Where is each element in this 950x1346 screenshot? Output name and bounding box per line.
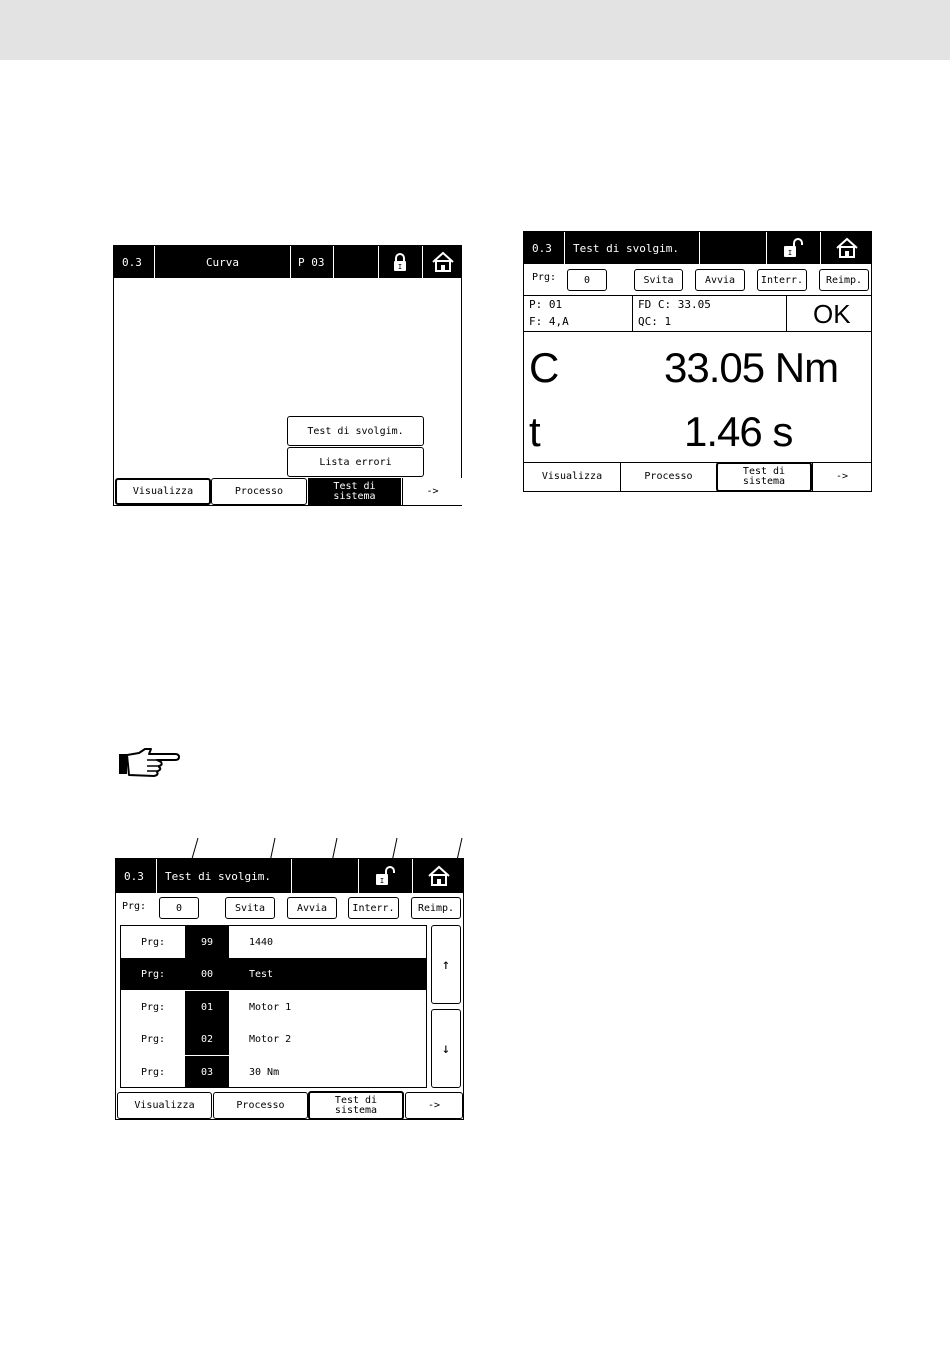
status-ok: OK [813,299,851,329]
row-number: 03 [185,1056,229,1088]
list-item[interactable] [121,991,426,1023]
scroll-up-button[interactable]: ↑ [431,925,461,1004]
row-number: 99 [185,926,229,958]
list-item-selected[interactable] [121,958,426,990]
list-item[interactable] [121,926,426,958]
tab-visualizza[interactable]: Visualizza [115,478,211,505]
scroll-down-button[interactable]: ↓ [431,1009,461,1088]
time-value: 1.46 s [684,408,793,455]
screen-program-list [115,858,464,1120]
row-name: Motor 2 [249,1033,292,1045]
prg-input[interactable]: 0 [159,897,199,919]
version-label: 0.3 [116,859,157,893]
tab-label-line2: sistema [742,476,786,487]
header-bar [116,859,463,893]
final-torque-value: FD C: 33.05 [638,298,711,311]
tab-label-line1: Test di [334,1094,378,1106]
row-label: Prg: [141,1066,166,1078]
menu-item-lista-errori[interactable]: Lista errori [287,447,424,477]
prg-label: Prg: [122,901,147,912]
menu-item-test-di-svolgim[interactable]: Test di svolgim. [287,416,424,446]
row-name: 1440 [249,936,274,948]
lock-open-icon[interactable] [358,859,413,893]
svita-button[interactable]: Svita [225,897,275,919]
interr-button[interactable]: Interr. [757,269,807,291]
reimp-button[interactable]: Reimp. [411,897,461,919]
program-number: P: 01 [529,298,563,311]
tab-visualizza[interactable]: Visualizza [524,463,620,491]
row-label: Prg: [141,936,166,948]
row-name: Test [249,968,274,980]
list-item[interactable] [121,1023,426,1055]
row-name: Motor 1 [249,1001,292,1013]
tab-label-line1: Test di [742,466,786,477]
program-label: P 03 [290,246,334,278]
torque-label: C [529,344,560,391]
tab-processo[interactable]: Processo [211,478,307,505]
svita-button[interactable]: Svita [634,269,683,291]
row-number: 01 [185,991,229,1023]
row-name: 30 Nm [249,1066,280,1078]
header-empty-cell [292,859,359,893]
quality-code: QC: 1 [638,315,672,328]
row-label: Prg: [141,968,166,980]
tab-next[interactable]: -> [402,478,462,505]
tab-processo[interactable]: Processo [213,1092,308,1119]
tab-label-line1: Test di [333,480,376,492]
row-number: 00 [185,958,229,990]
svg-text:I: I [787,249,793,257]
row-label: Prg: [141,1033,166,1045]
avvia-button[interactable]: Avvia [287,897,337,919]
prg-input[interactable]: 0 [567,269,607,291]
home-icon[interactable] [412,859,465,893]
screen-title: Curva [155,246,291,278]
row-label: Prg: [141,1001,166,1013]
row-number: 02 [185,1023,229,1055]
interr-button[interactable]: Interr. [348,897,399,919]
tab-next[interactable]: -> [812,463,871,491]
prg-label: Prg: [532,272,557,283]
avvia-button[interactable]: Avvia [695,269,745,291]
tab-next[interactable]: -> [405,1092,463,1119]
screen-title: Test di svolgim. [565,232,700,264]
fastening-value: F: 4,A [529,315,569,328]
tab-label-line2: sistema [334,1104,378,1116]
svg-text:I: I [379,877,385,885]
tab-processo[interactable]: Processo [620,463,716,491]
version-label: 0.3 [114,246,155,278]
program-list [120,925,427,1088]
tab-test-di-sistema[interactable] [308,1091,404,1120]
version-label: 0.3 [524,232,565,264]
reimp-button[interactable]: Reimp. [819,269,869,291]
svg-text:I: I [397,263,403,271]
tab-visualizza[interactable]: Visualizza [117,1092,212,1119]
list-item[interactable] [121,1056,426,1088]
tab-label-line2: sistema [333,490,376,502]
torque-value: 33.05 Nm [664,344,839,391]
screen-title: Test di svolgim. [157,859,292,893]
time-label: t [529,408,541,455]
